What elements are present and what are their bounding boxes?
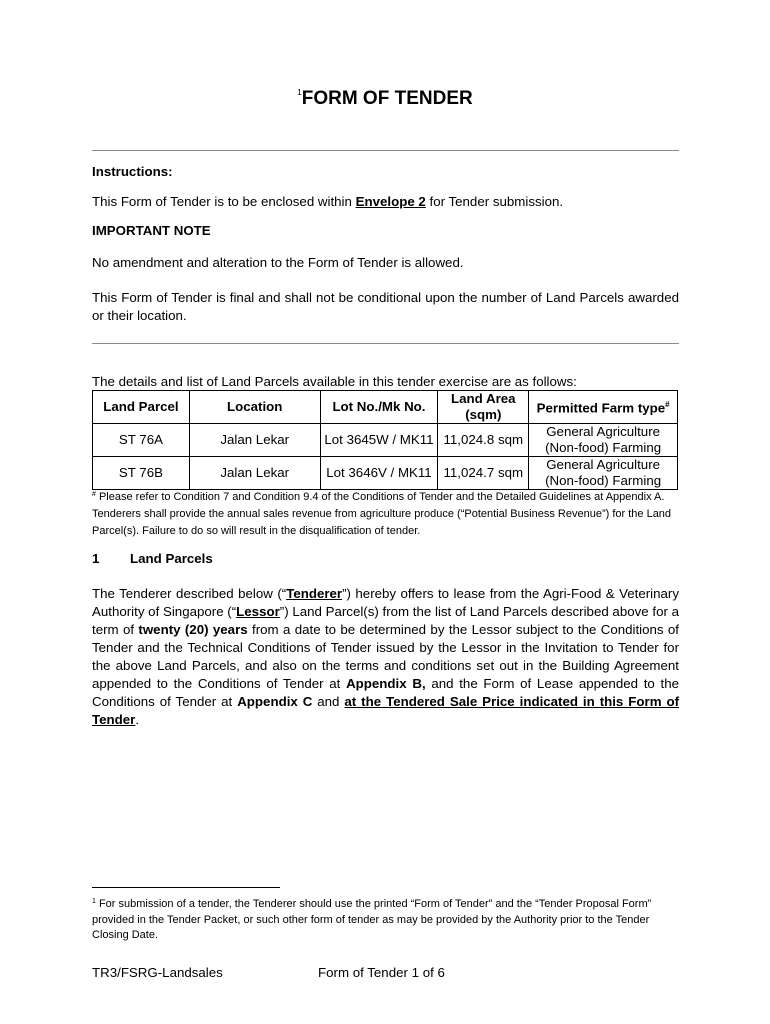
body-text: ”) hereby offers to lease from the Agri-Food & Veterinary Authority of Singapore (“ [92,586,679,619]
section-number: 1 [92,551,100,566]
table-note-text: Please refer to Condition 7 and Condition 9.4 of the Conditions of Tender and the Detailed Guidelines at Appendix A. Tenderers shall provide the annual sales revenue from agriculture produce (“Potential Business Revenue”) for the Land Parcel(s). Failure to do so will result in the disqualification of tender. [92,491,672,537]
body-text: ”) Land Parcel(s) from the list of Land Parcels described above for a term of [92,604,679,637]
instructions-text-b: for Tender submission. [425,194,564,209]
title-footnote-mark: 1 [297,88,302,97]
important-note-heading: IMPORTANT NOTE [92,223,211,238]
page-title [0,88,770,110]
cell-farm-type: General Agriculture (Non-food) Farming [529,424,678,457]
appendix-b-ref: Appendix B, [346,676,426,691]
divider-middle [92,343,679,344]
land-parcels-table [92,390,678,490]
cell-land-area: 11,024.8 sqm [438,424,529,457]
important-note-para2: This Form of Tender is final and shall not be conditional upon the number of Land Parcels awarded or their location. [92,290,679,323]
header-farm-type-text: Permitted Farm type [536,400,666,416]
important-note-para1: No amendment and alteration to the Form of Tender is allowed. [92,255,464,270]
instructions-text [92,193,679,211]
divider-top [92,150,679,151]
cell-location: Jalan Lekar [189,424,320,457]
section-title: Land Parcels [130,551,213,566]
lease-term: twenty (20) years [138,622,248,637]
section-1-body [92,585,679,729]
footnote-text: For submission of a tender, the Tenderer should use the printed “Form of Tender” and the “Tender Proposal Form” provided in the Tender Packet, or such other form of tender as may be provided by the Authority prior to the Tender Closing Date. [92,898,652,941]
table-note [92,486,682,540]
section-1-heading [92,551,213,566]
sale-price-clause: at the Tendered Sale Price indicated in this Form of Tender [92,694,680,727]
table-row [93,457,678,490]
cell-land-parcel: ST 76B [93,457,190,490]
cell-location: Jalan Lekar [189,457,320,490]
header-lot-no: Lot No./Mk No. [320,391,438,424]
header-farm-type [529,391,678,424]
envelope-label: Envelope 2 [355,194,426,209]
body-text: . [135,712,140,727]
body-text: and the Form of Lease appended to the Conditions of Tender at [92,676,679,709]
cell-lot-no: Lot 3646V / MK11 [320,457,438,490]
table-note-mark: # [92,491,96,498]
header-farm-type-mark: # [665,400,670,410]
appendix-c-ref: Appendix C [237,694,313,709]
footer-page-label: Form of Tender 1 of 6 [318,965,445,980]
body-text: and [312,694,345,709]
table-row [93,424,678,457]
footer-doc-code: TR3/FSRG-Landsales [92,965,223,980]
header-location: Location [189,391,320,424]
header-land-parcel: Land Parcel [93,391,190,424]
cell-lot-no: Lot 3645W / MK11 [320,424,438,457]
body-text: The Tenderer described below (“ [92,586,287,601]
lessor-term: Lessor [236,604,280,619]
header-land-area: Land Area (sqm) [438,391,529,424]
instructions-text-a: This Form of Tender is to be enclosed within [92,194,356,209]
footnote-divider [92,887,280,888]
cell-land-area: 11,024.7 sqm [438,457,529,490]
table-header-row [93,391,678,424]
tenderer-term: Tenderer [286,586,343,601]
body-text: from a date to be determined by the Lessor subject to the Conditions of Tender and the Technical Conditions of Tender issued by the Lessor in the Invitation to Tender for the above Land Parcels, and also on the terms and conditions set out in the Building Agreement appended to the Conditions of Tender at [92,622,679,691]
footnote-mark: 1 [92,898,96,905]
title-text: FORM OF TENDER [301,88,473,109]
footnote [92,894,682,944]
parcels-intro: The details and list of Land Parcels available in this tender exercise are as follows: [92,374,577,389]
instructions-heading: Instructions: [92,164,173,179]
cell-land-parcel: ST 76A [93,424,190,457]
cell-farm-type: General Agriculture (Non-food) Farming [529,457,678,490]
